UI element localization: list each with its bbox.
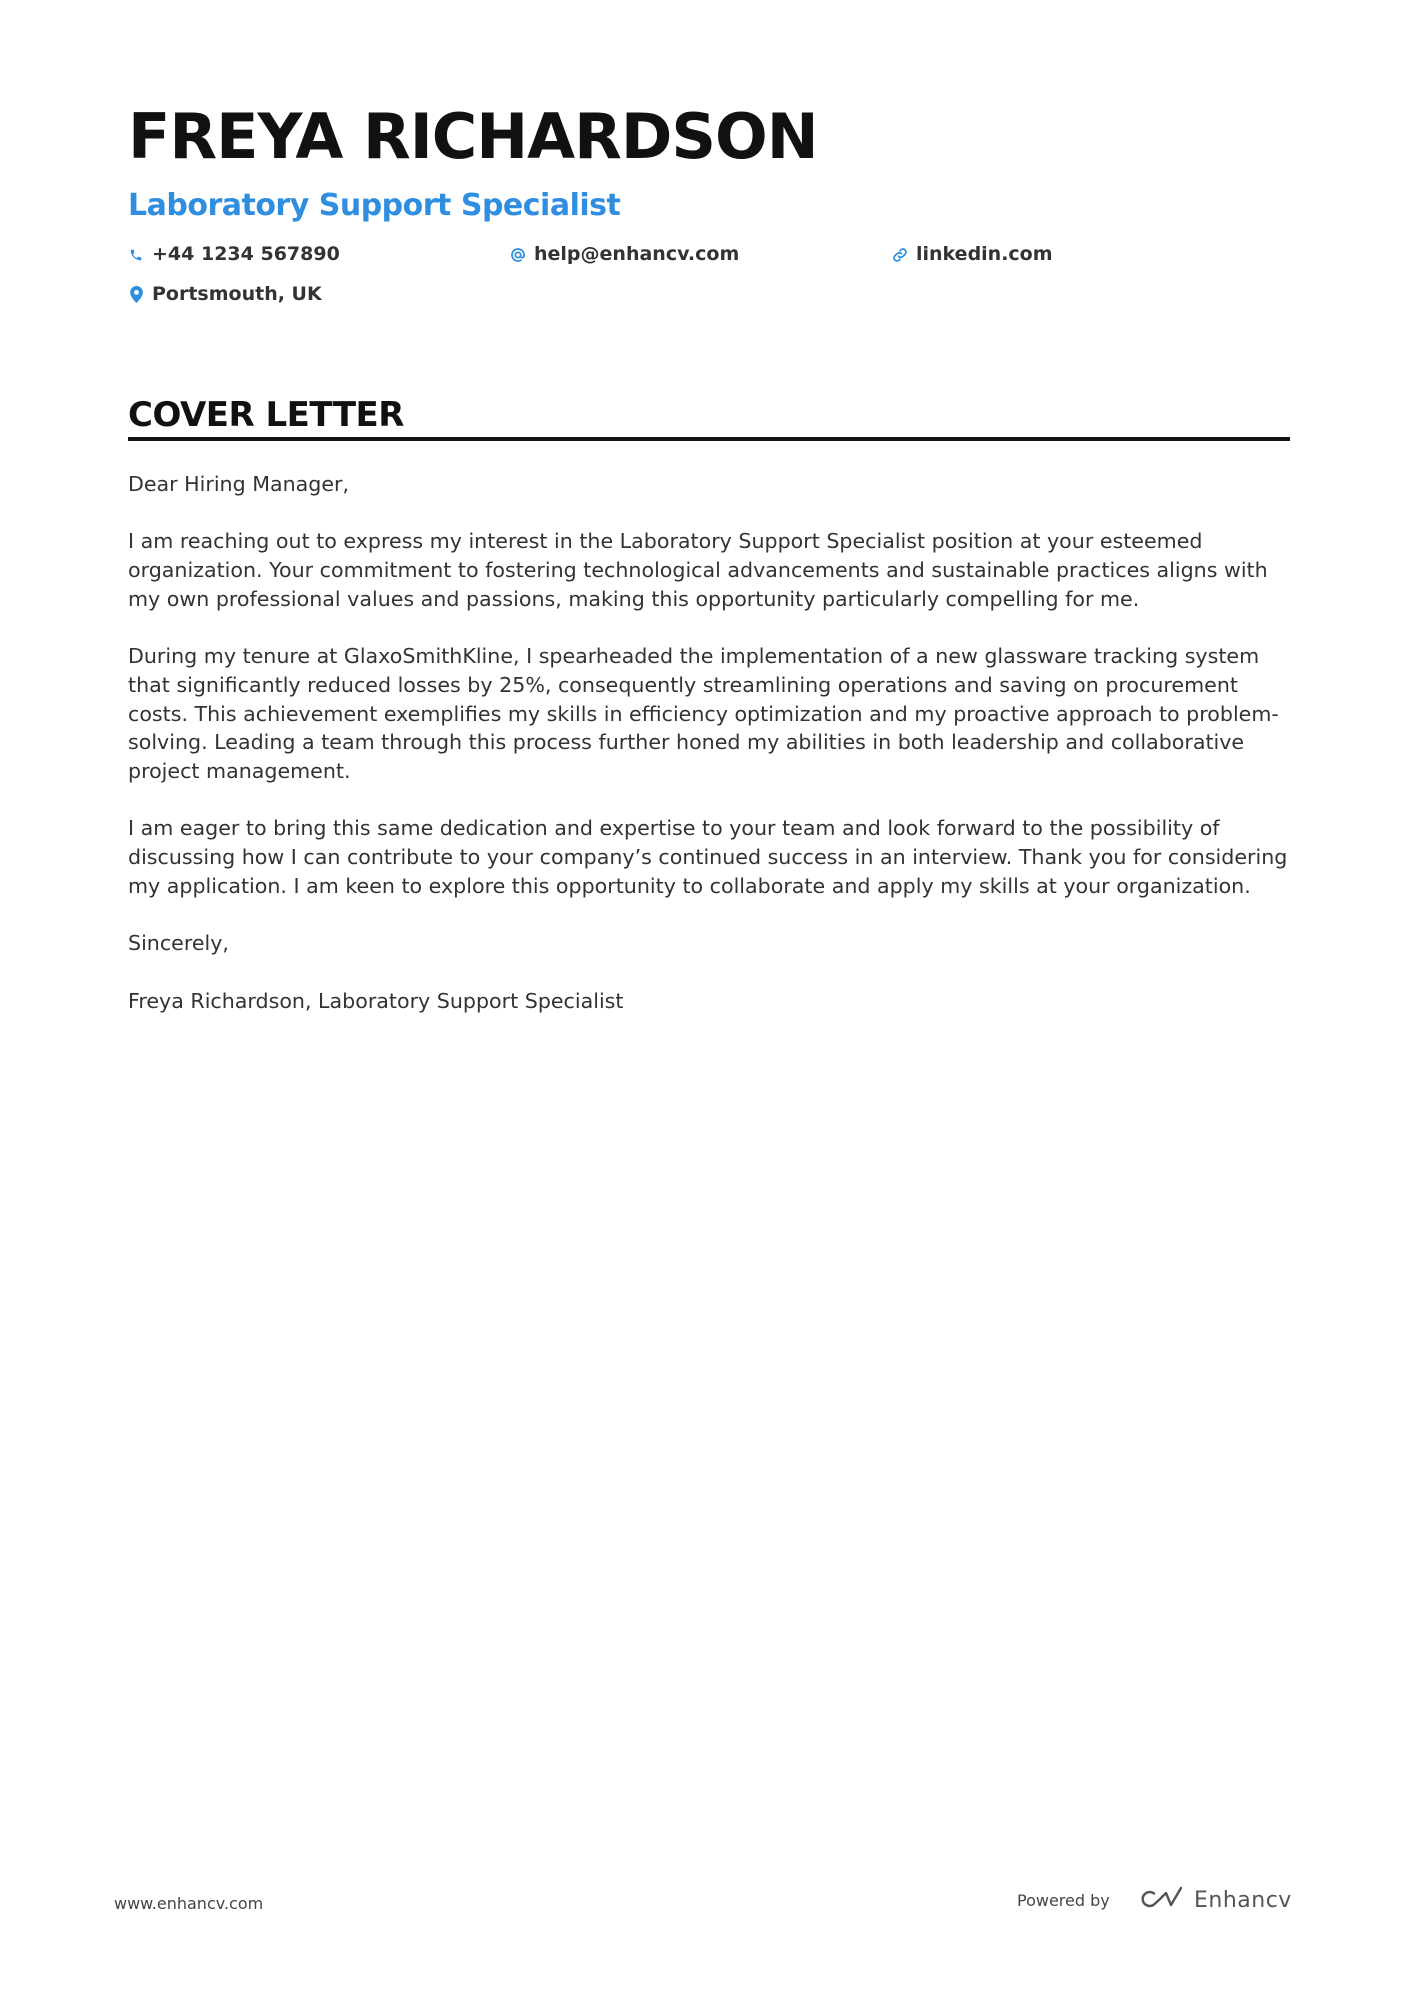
- link-icon: [892, 246, 908, 264]
- contact-email[interactable]: [510, 245, 739, 264]
- letter-paragraph: I am eager to bring this same dedication and expertise to your team and look forward to the possibility of discussing how I can contribute to your company’s continued success in an interview. Thank you for considering my application. I am keen to explore this opportunity to collaborate and apply my skills at your organization.: [128, 816, 1288, 898]
- enhancv-brand-text: Enhancv: [1194, 1888, 1292, 1913]
- at-icon: [510, 246, 526, 264]
- location-pin-icon: [128, 286, 144, 304]
- contact-phone: [128, 245, 340, 264]
- enhancv-logo[interactable]: [1138, 1886, 1292, 1916]
- location-text: Portsmouth, UK: [152, 283, 322, 305]
- letter-body: [128, 470, 1293, 1044]
- section-divider: [128, 437, 1290, 441]
- applicant-name: FREYA RICHARDSON: [128, 100, 818, 173]
- letter-closing: Sincerely,: [128, 931, 229, 956]
- footer-website-link[interactable]: www.enhancv.com: [114, 1894, 264, 1913]
- letter-paragraph: I am reaching out to express my interest in the Laboratory Support Specialist position at your esteemed organization. Your commitment to fostering technological advancements and sustainable practices aligns with my own professional values and passions, making this opportunity particularly compelling for me.: [128, 529, 1268, 611]
- email-text: help@enhancv.com: [534, 243, 740, 265]
- contact-location: [128, 285, 322, 304]
- footer-powered-by: Powered by: [1017, 1891, 1110, 1910]
- letter-paragraph: During my tenure at GlaxoSmithKline, I spearheaded the implementation of a new glassware tracking system that significantly reduced losses by 25%, consequently streamlining operations and saving on procurement costs. This achievement exemplifies my skills in efficiency optimization and my proactive approach to problem-solving. Leading a team through this process further honed my abilities in both leadership and collaborative project management.: [128, 644, 1279, 783]
- linkedin-text: linkedin.com: [916, 243, 1053, 265]
- job-title: Laboratory Support Specialist: [128, 188, 621, 223]
- letter-greeting: Dear Hiring Manager,: [128, 472, 350, 496]
- phone-icon: [128, 246, 144, 264]
- phone-text: +44 1234 567890: [152, 243, 340, 265]
- enhancv-logo-icon: [1138, 1886, 1184, 1916]
- contact-linkedin[interactable]: [892, 245, 1053, 264]
- section-title: COVER LETTER: [128, 395, 404, 435]
- letter-signature: Freya Richardson, Laboratory Support Specialist: [128, 988, 624, 1013]
